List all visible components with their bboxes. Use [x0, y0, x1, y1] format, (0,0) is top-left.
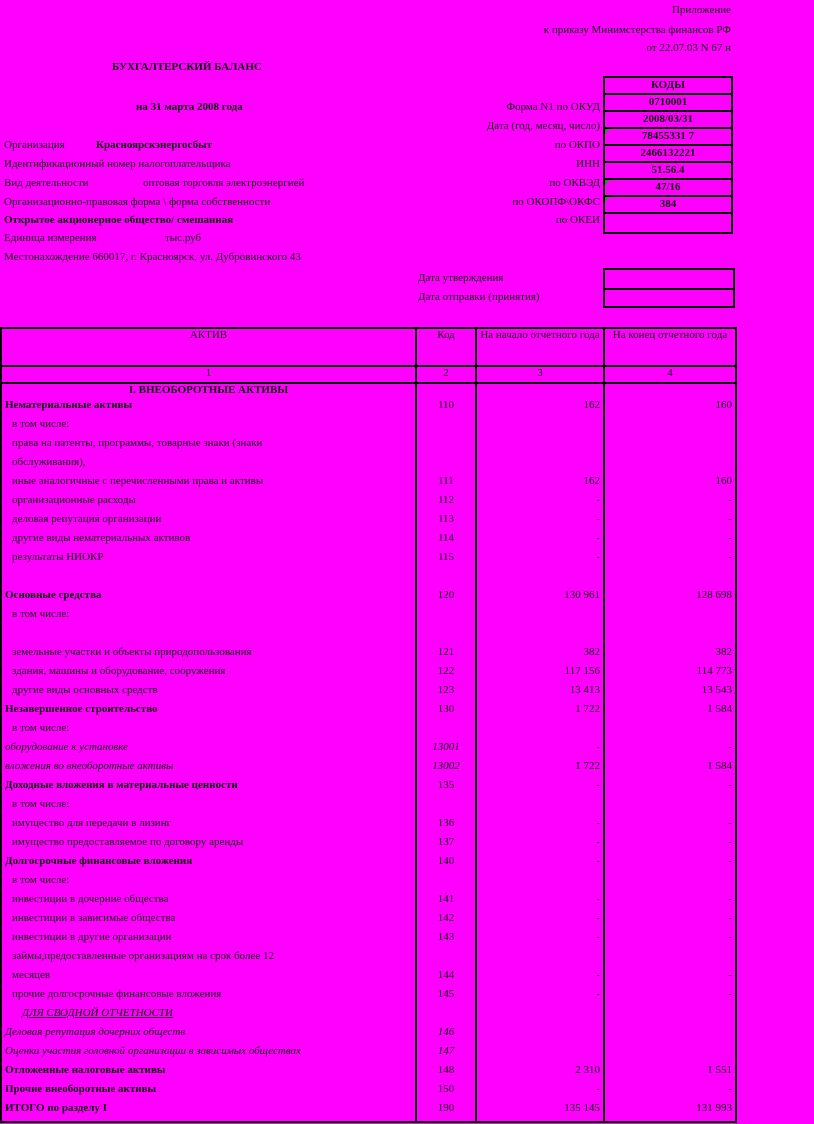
table-row	[1, 1064, 736, 1083]
row-code: 144	[416, 969, 476, 988]
row-end-value	[604, 1007, 736, 1026]
row-end-value: 128 698	[604, 589, 736, 608]
row-start-value	[476, 722, 604, 741]
row-name: Прочие внеоборотные активы	[1, 1083, 416, 1102]
row-end-value: -	[604, 855, 736, 874]
table-row	[1, 988, 736, 1007]
row-name: другие виды нематериальных активов	[1, 532, 416, 551]
row-end-value: 1 584	[604, 760, 736, 779]
appendix-line-2: к приказу Минимстерства финансов РФ	[543, 24, 731, 36]
row-start-value	[476, 798, 604, 817]
row-name: Отложенные налоговые активы	[1, 1064, 416, 1083]
document-title: БУХГАЛТЕРСКИЙ БАЛАНС	[112, 61, 262, 73]
row-start-value: -	[476, 817, 604, 836]
row-end-value	[604, 798, 736, 817]
okei-label: по ОКЕИ	[555, 214, 600, 226]
row-end-value: -	[604, 912, 736, 931]
table-row	[1, 646, 736, 665]
org-label: Организация	[4, 139, 65, 151]
section-title: I. ВНЕОБОРОТНЫЕ АКТИВЫ	[1, 383, 416, 399]
row-code: 115	[416, 551, 476, 570]
row-name: иные аналогичные с перечисленными права и активы	[1, 475, 416, 494]
row-end-value: -	[604, 1083, 736, 1102]
row-end-value	[604, 1026, 736, 1045]
table-row	[1, 855, 736, 874]
row-end-value: -	[604, 551, 736, 570]
row-code	[416, 570, 476, 589]
row-end-value	[604, 456, 736, 475]
date-code: 2008/03/31	[605, 112, 731, 129]
row-name: оборудование к установке	[1, 741, 416, 760]
row-start-value	[476, 456, 604, 475]
table-row	[1, 1007, 736, 1026]
row-name: ИТОГО по разделу I	[1, 1102, 416, 1122]
okopf-code	[605, 180, 731, 197]
row-start-value: 162	[476, 475, 604, 494]
row-start-value	[476, 570, 604, 589]
col-number-3: 3	[476, 366, 604, 383]
section-row	[1, 383, 736, 399]
row-name: в том числе:	[1, 608, 416, 627]
row-end-value: -	[604, 893, 736, 912]
balance-table	[0, 327, 737, 1123]
row-end-value	[604, 722, 736, 741]
comment-marker-icon	[605, 180, 610, 185]
table-row	[1, 1045, 736, 1064]
row-end-value	[604, 1045, 736, 1064]
row-start-value: -	[476, 494, 604, 513]
row-name: Оценка участия головной организации в зависимых обществах	[1, 1045, 416, 1064]
okved-code: 51.56.4	[605, 163, 731, 180]
table-row	[1, 608, 736, 627]
table-row	[1, 589, 736, 608]
codes-box	[603, 76, 733, 234]
dates-box	[603, 268, 735, 308]
row-start-value: 1 722	[476, 703, 604, 722]
row-end-value	[604, 627, 736, 646]
row-end-value: 13 543	[604, 684, 736, 703]
row-code: 122	[416, 665, 476, 684]
col-code-header: Код	[416, 328, 476, 366]
row-name: инвестиции в другие организации	[1, 931, 416, 950]
col-number-1: 1	[1, 366, 416, 383]
row-end-value: 1 551	[604, 1064, 736, 1083]
table-row	[1, 570, 736, 589]
row-code: 135	[416, 779, 476, 798]
inn-code: 2466132221	[605, 146, 731, 163]
table-row	[1, 760, 736, 779]
comment-marker-icon	[605, 129, 610, 134]
row-code: 147	[416, 1045, 476, 1064]
row-start-value: 382	[476, 646, 604, 665]
row-start-value: -	[476, 1083, 604, 1102]
legal-form-value: Открытое акционерное общество/ смешанная	[4, 214, 234, 226]
row-name: результаты НИОКР	[1, 551, 416, 570]
row-start-value: -	[476, 931, 604, 950]
row-end-value: -	[604, 836, 736, 855]
row-name: месяцев	[1, 969, 416, 988]
row-start-value: 1 722	[476, 760, 604, 779]
table-row	[1, 418, 736, 437]
row-code: 150	[416, 1083, 476, 1102]
row-code	[416, 608, 476, 627]
row-start-value: 2 310	[476, 1064, 604, 1083]
row-code: 190	[416, 1102, 476, 1122]
activity-value: оптовая торговля электроэнергией	[143, 177, 305, 189]
row-start-value: -	[476, 779, 604, 798]
row-name: Незавершенное строительство	[1, 703, 416, 722]
row-code	[416, 418, 476, 437]
row-code	[416, 627, 476, 646]
col-number-4: 4	[604, 366, 736, 383]
table-row	[1, 456, 736, 475]
inn-label: Идентификационный номер налогоплательщика	[4, 158, 231, 170]
column-number-row	[1, 366, 736, 383]
table-row	[1, 627, 736, 646]
okei-value: 384	[659, 198, 677, 210]
table-row	[1, 817, 736, 836]
row-start-value	[476, 874, 604, 893]
table-row	[1, 665, 736, 684]
table-row	[1, 722, 736, 741]
approval-date-label: Дата утверждения	[418, 272, 504, 284]
row-code: 110	[416, 399, 476, 418]
row-code: 146	[416, 1026, 476, 1045]
row-name: инвестиции в зависимые общества	[1, 912, 416, 931]
row-end-value	[604, 418, 736, 437]
row-name: в том числе:	[1, 874, 416, 893]
row-end-value	[604, 950, 736, 969]
row-code: 140	[416, 855, 476, 874]
row-start-value: -	[476, 741, 604, 760]
okpo-code	[605, 129, 731, 146]
row-code	[416, 798, 476, 817]
row-start-value	[476, 1026, 604, 1045]
row-code	[416, 456, 476, 475]
table-header-row	[1, 328, 736, 366]
sending-date-label: Дата отправки (принятия)	[418, 291, 540, 303]
row-end-value: -	[604, 513, 736, 532]
row-start-value	[476, 418, 604, 437]
row-name: Основные средства	[1, 589, 416, 608]
date-label: Дата (год, месяц, число)	[486, 120, 600, 132]
table-row	[1, 1083, 736, 1102]
row-start-value: -	[476, 513, 604, 532]
okopf-label: по ОКОПФ\ОКФС	[512, 196, 600, 208]
row-name: земельные участки и объекты природопользования	[1, 646, 416, 665]
row-start-value	[476, 1007, 604, 1026]
activity-label: Вид деятельности	[4, 177, 89, 189]
row-end-value: 1 584	[604, 703, 736, 722]
row-name: в том числе:	[1, 798, 416, 817]
row-code: 111	[416, 475, 476, 494]
appendix-line-1: Приложение	[671, 4, 731, 16]
table-row	[1, 399, 736, 418]
row-start-value: 117 156	[476, 665, 604, 684]
row-end-value: -	[604, 931, 736, 950]
row-end-value	[604, 570, 736, 589]
row-code: 145	[416, 988, 476, 1007]
row-name: Доходные вложения в материальные ценности	[1, 779, 416, 798]
comment-marker-icon	[605, 197, 610, 202]
codes-header: КОДЫ	[605, 78, 731, 95]
row-name: имущество предоставляемое по договору аренды	[1, 836, 416, 855]
okved-label: по ОКВЭД	[549, 177, 600, 189]
row-code	[416, 722, 476, 741]
row-start-value: -	[476, 551, 604, 570]
table-row	[1, 494, 736, 513]
row-name: займы,предоставленные организациям на срок более 12	[1, 950, 416, 969]
col-asset-header: АКТИВ	[1, 328, 416, 366]
row-name	[1, 627, 416, 646]
table-row	[1, 1026, 736, 1045]
legal-form-label: Организационно-правовая форма \ форма собственности	[4, 196, 271, 208]
table-row	[1, 931, 736, 950]
row-start-value	[476, 627, 604, 646]
row-start-value: 130 961	[476, 589, 604, 608]
row-code: 137	[416, 836, 476, 855]
org-name: Красноярскэнергосбыт	[96, 139, 213, 151]
row-start-value: -	[476, 912, 604, 931]
okei-code	[605, 197, 731, 214]
col-end-header: На конец отчетного года	[604, 328, 736, 366]
table-row	[1, 950, 736, 969]
row-start-value: -	[476, 893, 604, 912]
okpo-label: по ОКПО	[554, 139, 600, 151]
row-code	[416, 437, 476, 456]
row-code: 13002	[416, 760, 476, 779]
row-start-value: -	[476, 988, 604, 1007]
table-row	[1, 969, 736, 988]
row-end-value: -	[604, 532, 736, 551]
row-start-value: -	[476, 836, 604, 855]
row-start-value: 13 413	[476, 684, 604, 703]
row-name: здания, машины и оборудование, сооружения	[1, 665, 416, 684]
row-end-value: 160	[604, 475, 736, 494]
row-end-value	[604, 874, 736, 893]
unit-value: тыс.руб	[165, 232, 202, 244]
row-start-value: -	[476, 855, 604, 874]
row-name: вложения во внеоборотные активы	[1, 760, 416, 779]
row-name: обслуживания),	[1, 456, 416, 475]
row-code: 120	[416, 589, 476, 608]
codes-empty-cell	[605, 214, 731, 232]
table-row	[1, 741, 736, 760]
row-code	[416, 1007, 476, 1026]
table-row	[1, 532, 736, 551]
row-code	[416, 874, 476, 893]
report-period: на 31 марта 2008 года	[136, 101, 243, 113]
row-end-value: 160	[604, 399, 736, 418]
row-code: 112	[416, 494, 476, 513]
row-end-value: -	[604, 817, 736, 836]
table-row	[1, 874, 736, 893]
row-end-value: -	[604, 779, 736, 798]
row-end-value: 114 773	[604, 665, 736, 684]
row-name: организационные расходы	[1, 494, 416, 513]
okud-label: Форма N1 по ОКУД	[506, 101, 600, 113]
table-row	[1, 893, 736, 912]
table-row	[1, 1102, 736, 1122]
row-end-value: -	[604, 969, 736, 988]
row-start-value	[476, 437, 604, 456]
row-code: 13001	[416, 741, 476, 760]
row-code: 113	[416, 513, 476, 532]
table-row	[1, 551, 736, 570]
row-code: 123	[416, 684, 476, 703]
row-name: Нематериальные активы	[1, 399, 416, 418]
col-number-2: 2	[416, 366, 476, 383]
row-name: Деловая репутация дочерних обществ	[1, 1026, 416, 1045]
row-name: Долгосрочные финансовые вложения	[1, 855, 416, 874]
row-name: деловая репутация организации	[1, 513, 416, 532]
row-end-value	[604, 437, 736, 456]
row-start-value	[476, 950, 604, 969]
row-start-value: 135 145	[476, 1102, 604, 1122]
row-name: права на патенты, программы, товарные знаки (знаки	[1, 437, 416, 456]
table-row	[1, 798, 736, 817]
row-code: 136	[416, 817, 476, 836]
row-name: в том числе:	[1, 418, 416, 437]
row-end-value: 382	[604, 646, 736, 665]
row-code	[416, 950, 476, 969]
address: Местонахождение 660017, г. Красноярск, ул. Дубровинского 43	[4, 251, 301, 263]
row-name: в том числе:	[1, 722, 416, 741]
row-end-value: -	[604, 741, 736, 760]
col-start-header: На начало отчетного года	[476, 328, 604, 366]
row-name	[1, 570, 416, 589]
row-start-value: 162	[476, 399, 604, 418]
table-row	[1, 912, 736, 931]
row-name: инвестиции в дочерние общества	[1, 893, 416, 912]
table-row	[1, 836, 736, 855]
row-end-value: -	[604, 988, 736, 1007]
row-end-value	[604, 608, 736, 627]
table-row	[1, 475, 736, 494]
row-name: имущество для передачи в лизинг	[1, 817, 416, 836]
okopf-value: 47/16	[655, 181, 681, 193]
row-end-value: 131 993	[604, 1102, 736, 1122]
table-row	[1, 703, 736, 722]
row-code: 141	[416, 893, 476, 912]
inn-code-label: ИНН	[576, 158, 600, 170]
appendix-line-3: от 22.07.03 N 67 н	[646, 42, 731, 54]
row-name: ДЛЯ СВОДНОЙ ОТЧЕТНОСТИ	[1, 1007, 416, 1026]
row-code: 142	[416, 912, 476, 931]
row-start-value: -	[476, 532, 604, 551]
row-code: 148	[416, 1064, 476, 1083]
row-code: 130	[416, 703, 476, 722]
table-row	[1, 437, 736, 456]
row-start-value	[476, 608, 604, 627]
row-start-value: -	[476, 969, 604, 988]
okpo-value: 78455331 7	[641, 130, 695, 142]
row-name: прочие долгосрочные финансовые вложения	[1, 988, 416, 1007]
table-row	[1, 513, 736, 532]
row-code: 143	[416, 931, 476, 950]
row-name: другие виды основных средств	[1, 684, 416, 703]
unit-label: Единица измерения	[4, 232, 97, 244]
row-end-value: -	[604, 494, 736, 513]
table-row	[1, 779, 736, 798]
okud-code: 0710001	[605, 95, 731, 112]
table-row	[1, 684, 736, 703]
row-code: 114	[416, 532, 476, 551]
row-start-value	[476, 1045, 604, 1064]
row-code: 121	[416, 646, 476, 665]
